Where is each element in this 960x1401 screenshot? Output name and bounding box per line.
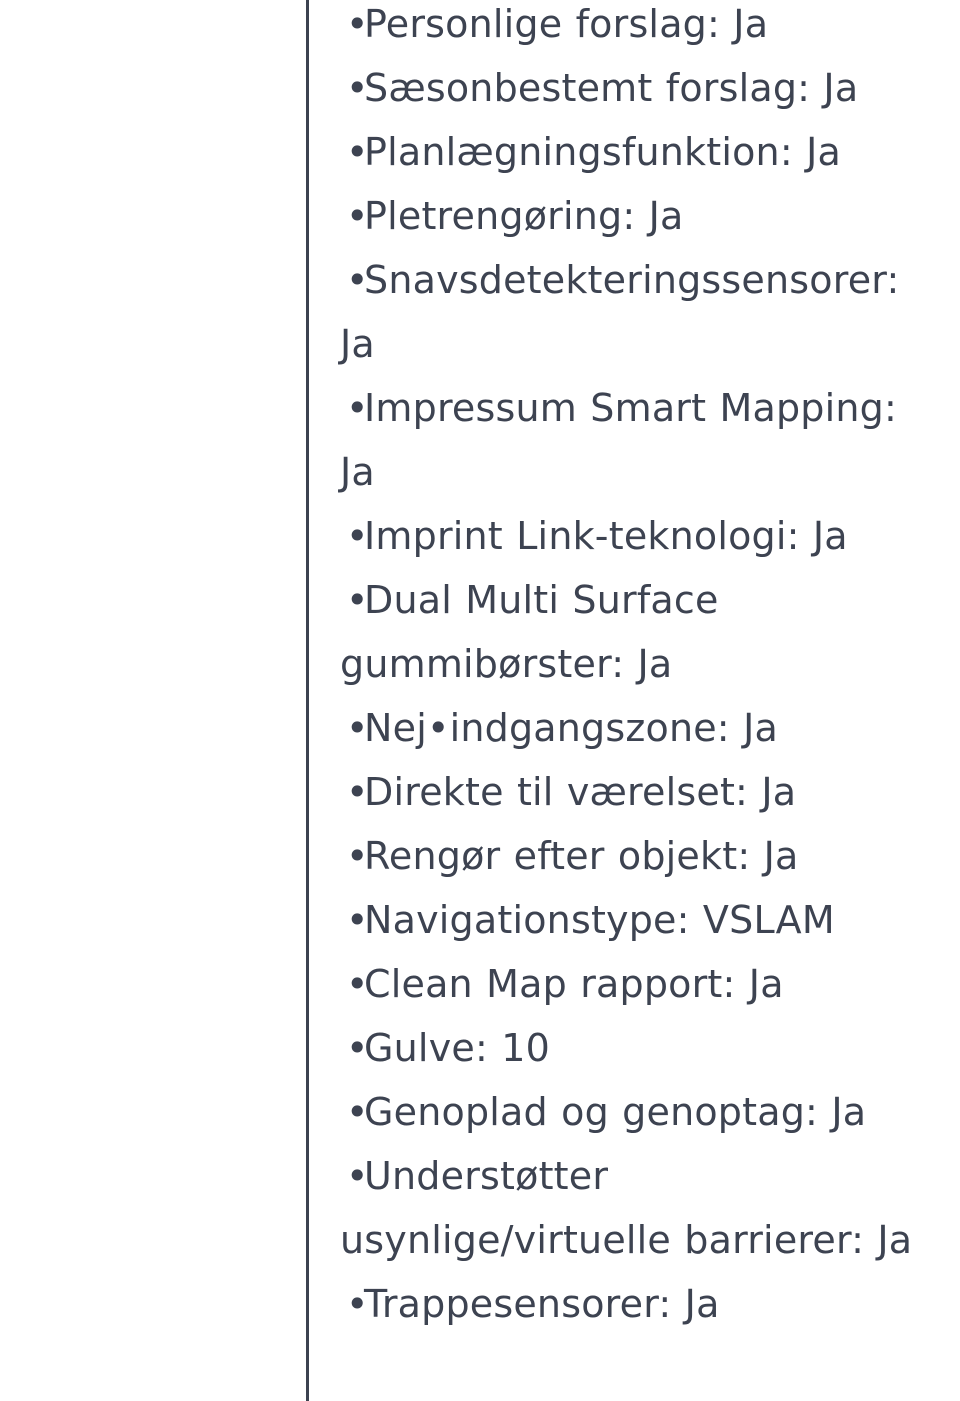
list-item: •Trappesensorer: Ja [346, 1282, 720, 1326]
list-item-label: Direkte til værelset: Ja [364, 770, 797, 814]
list-item-label: Rengør efter objekt: Ja [364, 834, 799, 878]
list-item: •Clean Map rapport: Ja [346, 962, 784, 1006]
list-item: •Snavsdetekteringssensorer: Ja [340, 258, 900, 366]
list-item-label: Nej•indgangszone: Ja [364, 706, 778, 750]
list-item-label: Sæsonbestemt forslag: Ja [364, 66, 859, 110]
list-item: •Planlægningsfunktion: Ja [346, 130, 841, 174]
list-item: •Sæsonbestemt forslag: Ja [346, 66, 859, 110]
list-item-label: Understøtter usynlige/virtuelle barrierer: Ja [340, 1154, 913, 1262]
list-item-label: Navigationstype: VSLAM [364, 898, 835, 942]
list-item: •Nej•indgangszone: Ja [346, 706, 778, 750]
list-item-label: Clean Map rapport: Ja [364, 962, 784, 1006]
list-item-label: Genoplad og genoptag: Ja [364, 1090, 867, 1134]
list-item-label: Dual Multi Surface gummibørster: Ja [340, 578, 719, 686]
list-item-label: Snavsdetekteringssensorer: Ja [340, 258, 900, 366]
list-item-label: Imprint Link-teknologi: Ja [364, 514, 848, 558]
list-item: •Gulve: 10 [346, 1026, 550, 1070]
list-item: •Imprint Link-teknologi: Ja [346, 514, 848, 558]
list-item-label: Trappesensorer: Ja [364, 1282, 720, 1326]
list-item-label: Gulve: 10 [364, 1026, 550, 1070]
list-item: •Pletrengøring: Ja [346, 194, 684, 238]
list-item-label: Impressum Smart Mapping: Ja [340, 386, 897, 494]
list-item: •Impressum Smart Mapping: Ja [340, 386, 897, 494]
list-item: •Rengør efter objekt: Ja [346, 834, 799, 878]
list-item: •Dual Multi Surface gummibørster: Ja [340, 578, 719, 686]
list-item: •Navigationstype: VSLAM [346, 898, 835, 942]
list-item: •Personlige forslag: Ja [346, 2, 769, 46]
list-item-label: Personlige forslag: Ja [364, 2, 769, 46]
left-vertical-rule [306, 0, 309, 1401]
list-item-label: Planlægningsfunktion: Ja [364, 130, 841, 174]
list-item: •Understøtter usynlige/virtuelle barrierer: Ja [340, 1154, 913, 1262]
list-item: •Direkte til værelset: Ja [346, 770, 797, 814]
specification-list [340, 0, 930, 1336]
list-item-label: Pletrengøring: Ja [364, 194, 684, 238]
list-item: •Genoplad og genoptag: Ja [346, 1090, 867, 1134]
